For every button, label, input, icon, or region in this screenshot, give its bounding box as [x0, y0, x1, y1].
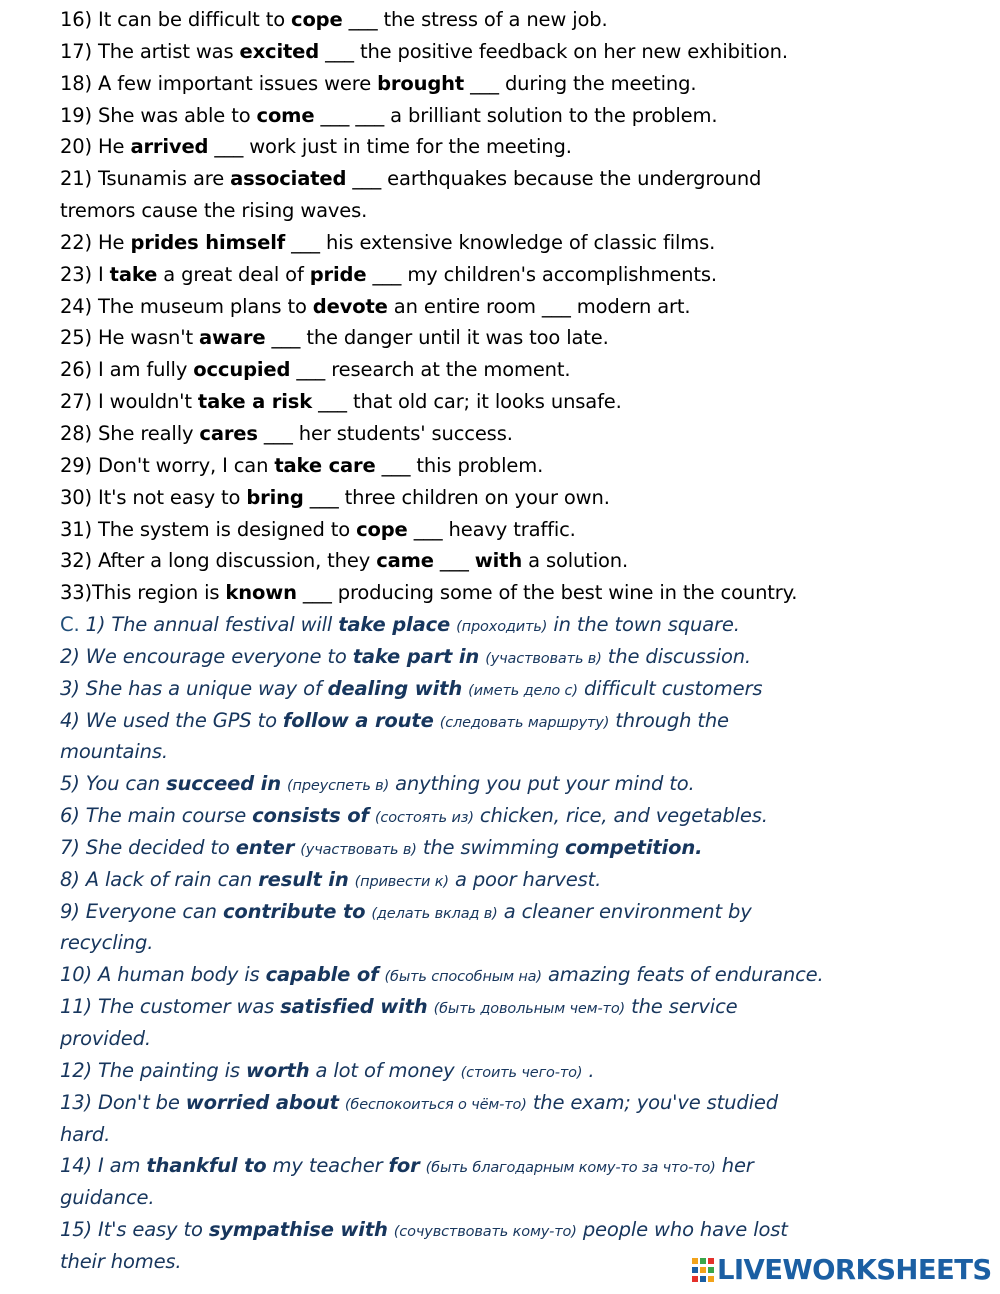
text: 31) The system is designed to — [60, 517, 357, 541]
text: 17) The artist was — [60, 39, 240, 63]
text: ___ the positive feedback on her new exhibition. — [319, 39, 788, 63]
exercise-b-line-16 — [60, 4, 970, 36]
key-phrase: enter — [235, 835, 295, 859]
text: 19) She was able to — [60, 103, 257, 127]
text: ___ his extensive knowledge of classic films. — [285, 230, 716, 254]
text: 23) I — [60, 262, 110, 286]
translation: (делать вклад в) — [371, 905, 498, 922]
exercise-c-line-9 — [60, 896, 970, 928]
text: . — [582, 1058, 595, 1082]
key-phrase: result in — [258, 867, 349, 891]
text: 21) Tsunamis are — [60, 167, 231, 191]
key-phrase: aware — [199, 326, 266, 350]
exercise-c-line-4 — [60, 705, 970, 737]
text: 2) We encourage everyone to — [60, 644, 353, 668]
key-phrase: dealing with — [327, 676, 463, 700]
translation: (иметь дело с) — [468, 682, 578, 699]
text: 10) A human body is — [60, 963, 266, 987]
text: tremors cause the rising waves. — [60, 199, 368, 223]
text: a solution. — [522, 549, 629, 573]
exercise-b-line-17 — [60, 36, 970, 68]
key-phrase: associated — [230, 167, 347, 191]
exercise-b-line-19 — [60, 100, 970, 132]
text: 4) We used the GPS to — [60, 708, 283, 732]
text: 22) He — [60, 230, 131, 254]
text: guidance. — [60, 1186, 155, 1210]
text: ___ during the meeting. — [464, 71, 697, 95]
exercise-c-line-1 — [60, 609, 970, 641]
text: 15) It's easy to — [60, 1218, 209, 1242]
key-phrase: take a risk — [197, 390, 313, 414]
exercise-b-line-23 — [60, 259, 970, 291]
text: 32) After a long discussion, they — [60, 549, 377, 573]
key-phrase: cares — [199, 421, 258, 445]
key-phrase: satisfied with — [280, 995, 428, 1019]
text: 25) He wasn't — [60, 326, 199, 350]
exercise-c-line-2 — [60, 641, 970, 673]
key-phrase: consists of — [252, 804, 369, 828]
text: the exam; you've studied — [526, 1090, 778, 1114]
key-phrase: cope — [356, 517, 408, 541]
exercise-b-line-22 — [60, 227, 970, 259]
exercise-c-line-13 — [60, 1087, 970, 1119]
text: 5) You can — [60, 772, 167, 796]
translation: (сочувствовать кому-то) — [393, 1224, 577, 1241]
text: ___ that old car; it looks unsafe. — [312, 390, 622, 414]
exercise-b-line-27 — [60, 386, 970, 418]
text: the discussion. — [601, 644, 751, 668]
text: mountains. — [60, 740, 168, 764]
text: 26) I am fully — [60, 358, 194, 382]
exercise-b-line-20 — [60, 131, 970, 163]
text: in the town square. — [547, 613, 740, 637]
text: chicken, rice, and vegetables. — [473, 804, 768, 828]
logo-text: LIVEWORKSHEETS — [717, 1254, 992, 1286]
exercise-c-line-11-cont — [60, 1023, 970, 1055]
text: ___ earthquakes because the underground — [346, 167, 762, 191]
key-phrase: cope — [291, 8, 343, 31]
text: 13) Don't be — [60, 1090, 186, 1114]
key-phrase: thankful to — [146, 1154, 267, 1178]
exercise-c-line-13-cont — [60, 1119, 970, 1151]
exercise-c-line-14-cont — [60, 1182, 970, 1214]
text: 27) I wouldn't — [60, 390, 198, 414]
text: 6) The main course — [60, 804, 253, 828]
translation: (привести к) — [354, 873, 449, 890]
translation: (следовать маршруту) — [439, 714, 610, 731]
exercise-c-line-8 — [60, 864, 970, 896]
text: 29) Don't worry, I can — [60, 453, 275, 477]
exercise-c-line-15 — [60, 1214, 970, 1246]
key-phrase: contribute to — [222, 899, 366, 923]
text: 24) The museum plans to — [60, 294, 313, 318]
key-phrase: follow a route — [282, 708, 434, 732]
text: 28) She really — [60, 421, 200, 445]
text: 18) A few important issues were — [60, 71, 378, 95]
key-phrase: bring — [246, 485, 304, 509]
exercise-b-line-21 — [60, 163, 970, 195]
text: anything you put your mind to. — [389, 772, 695, 796]
text: provided. — [60, 1027, 151, 1050]
text: ___ my children's accomplishments. — [366, 262, 717, 286]
translation: (участвовать в) — [300, 841, 417, 858]
text: 11) The customer was — [60, 995, 281, 1019]
text: their homes. — [60, 1249, 182, 1273]
text: a great deal of — [157, 262, 310, 286]
exercise-b-line-29 — [60, 450, 970, 482]
text: ___ her students' success. — [257, 421, 513, 445]
text: ___ work just in time for the meeting. — [208, 135, 572, 159]
liveworksheets-logo — [692, 1252, 992, 1288]
key-phrase: take care — [274, 453, 376, 477]
liveworksheets-logo-icon — [692, 1258, 714, 1282]
exercise-c-line-6 — [60, 800, 970, 832]
key-phrase: with — [474, 549, 523, 573]
text: ___ the danger until it was too late. — [265, 326, 609, 350]
translation: (участвовать в) — [485, 650, 602, 667]
text: ___ producing some of the best wine in the country. — [296, 581, 798, 605]
key-phrase: take place — [338, 613, 451, 637]
key-phrase: occupied — [193, 358, 291, 382]
key-phrase: worried about — [185, 1090, 339, 1114]
key-phrase: pride — [309, 262, 367, 286]
exercise-c-line-9-cont — [60, 927, 970, 959]
translation: (состоять из) — [374, 810, 474, 827]
text: ___ the stress of a new job. — [342, 8, 608, 31]
text: 7) She decided to — [60, 835, 236, 859]
text: recycling. — [60, 931, 154, 955]
text: ___ research at the moment. — [290, 358, 571, 382]
key-phrase: came — [376, 549, 434, 573]
text: 30) It's not easy to — [60, 485, 247, 509]
text: 3) She has a unique way of — [60, 676, 328, 700]
exercise-c-line-12 — [60, 1055, 970, 1087]
translation: (стоить чего-то) — [460, 1064, 583, 1081]
text: 12) The painting is — [60, 1058, 246, 1082]
exercise-b-line-33 — [60, 577, 970, 609]
exercise-b-line-26 — [60, 354, 970, 386]
key-phrase: take — [109, 262, 158, 286]
exercise-b-line-25 — [60, 322, 970, 354]
key-phrase: come — [256, 103, 315, 127]
text: my teacher — [266, 1154, 389, 1178]
text: an entire room ___ modern art. — [387, 294, 691, 318]
text: 14) I am — [60, 1154, 147, 1178]
text: ___ — [433, 549, 475, 573]
key-phrase: prides himself — [130, 230, 286, 254]
exercise-b-line-24 — [60, 291, 970, 323]
exercise-c-line-14 — [60, 1150, 970, 1182]
translation: (беспокоиться о чём-то) — [344, 1096, 527, 1113]
key-phrase: known — [225, 581, 297, 605]
text: the swimming — [416, 835, 565, 859]
text: her — [715, 1154, 754, 1178]
text: through the — [609, 708, 729, 732]
text: ___ heavy traffic. — [407, 517, 576, 541]
text: a cleaner environment by — [497, 899, 752, 923]
exercise-c-line-11 — [60, 991, 970, 1023]
text: people who have lost — [576, 1218, 788, 1242]
text: 1) The annual festival will — [79, 613, 339, 637]
key-phrase: succeed in — [166, 772, 281, 796]
text: a lot of money — [309, 1058, 461, 1082]
translation: (быть способным на) — [384, 969, 542, 986]
text: amazing feats of endurance. — [541, 963, 824, 987]
text: ___ ___ a brilliant solution to the problem. — [314, 103, 718, 127]
exercise-b-line-30 — [60, 482, 970, 514]
exercise-c-line-7 — [60, 832, 970, 864]
exercise-c-line-5 — [60, 768, 970, 800]
text: 33)This region is — [60, 581, 226, 605]
exercise-c-line-3 — [60, 673, 970, 705]
exercise-b-line-32 — [60, 545, 970, 577]
text: 8) A lack of rain can — [60, 867, 259, 891]
key-phrase: competition. — [564, 835, 703, 859]
worksheet-lines — [60, 4, 970, 1278]
translation: (быть благодарным кому-то за что-то) — [425, 1160, 716, 1177]
key-phrase: worth — [245, 1058, 310, 1082]
section-label: C. — [60, 613, 80, 637]
text: 9) Everyone can — [60, 899, 223, 923]
text: a poor harvest. — [448, 867, 602, 891]
text: ___ three children on your own. — [303, 485, 610, 509]
exercise-c-line-10 — [60, 959, 970, 991]
translation: (преуспеть в) — [287, 778, 390, 795]
translation: (быть довольным чем-то) — [433, 1001, 626, 1018]
key-phrase: brought — [377, 71, 465, 95]
key-phrase: capable of — [265, 963, 379, 987]
key-phrase: take part in — [352, 644, 480, 668]
key-phrase: arrived — [130, 135, 209, 159]
text: difficult customers — [577, 676, 763, 700]
text: hard. — [60, 1122, 111, 1146]
key-phrase: excited — [239, 39, 320, 63]
exercise-b-line-28 — [60, 418, 970, 450]
translation: (проходить) — [456, 619, 548, 636]
key-phrase: for — [388, 1154, 420, 1178]
exercise-b-line-31 — [60, 514, 970, 546]
text: 20) He — [60, 135, 131, 159]
key-phrase: devote — [312, 294, 388, 318]
text: the service — [625, 995, 738, 1019]
key-phrase: sympathise with — [208, 1218, 388, 1242]
exercise-b-line-18 — [60, 68, 970, 100]
exercise-c-line-4-cont — [60, 736, 970, 768]
text: 16) It can be difficult to — [60, 8, 292, 31]
exercise-b-line-21-cont — [60, 195, 970, 227]
text: ___ this problem. — [375, 453, 544, 477]
